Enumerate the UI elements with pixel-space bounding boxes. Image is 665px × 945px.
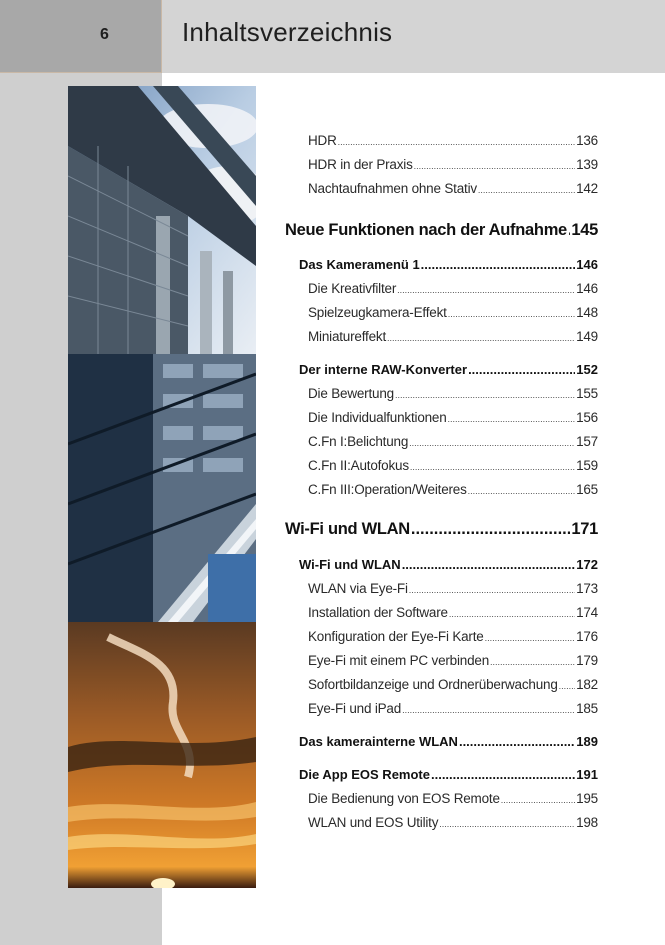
toc-entry [308,581,598,596]
toc-entry [285,520,598,539]
toc-entry [308,133,598,148]
toc-entry-page: 172 [576,557,598,572]
toc-entry [308,386,598,401]
toc-dot-leader [409,438,575,448]
toc-entry-page: 145 [571,221,598,239]
toc-dot-leader [410,462,575,472]
toc-entry-page: 189 [576,734,598,749]
toc-entry-label: C.Fn II:Autofokus [308,458,409,473]
toc-entry-label: Nachtaufnahmen ohne Stativ [308,181,477,196]
toc-entry [299,734,598,749]
toc-dot-leader [387,333,575,343]
toc-entry [299,767,598,782]
toc-entry [308,629,598,644]
toc-entry-label: Sofortbildanzeige und Ordnerüberwachung [308,677,558,692]
toc-dot-leader [409,585,575,595]
toc-entry [308,653,598,668]
toc-dot-leader [449,609,575,619]
toc-entry [308,305,598,320]
toc-entry-page: 142 [576,181,598,196]
toc-dot-leader [468,486,575,496]
photo-skyscrapers [68,86,256,354]
toc-dot-leader [421,257,576,272]
toc-dot-leader [485,633,575,643]
toc-dot-leader [395,390,575,400]
toc-entry-page: 182 [576,677,598,692]
toc-entry [299,557,598,572]
toc-entry-page: 198 [576,815,598,830]
toc-entry [308,815,598,830]
toc-entry-label: HDR in der Praxis [308,157,413,172]
toc-dot-leader [568,221,570,240]
toc-dot-leader [448,414,576,424]
toc-entry-label: Die Kreativfilter [308,281,397,296]
toc-entry-label: Die Individualfunktionen [308,410,447,425]
toc-entry-label: Wi-Fi und WLAN [285,520,410,538]
toc-entry [308,181,598,196]
toc-entry-label: Konfiguration der Eye-Fi Karte [308,629,484,644]
toc-entry-page: 159 [576,458,598,473]
toc-entry-page: 195 [576,791,598,806]
toc-entry [308,791,598,806]
toc-entry [308,458,598,473]
toc-entry-label: Der interne RAW-Konverter [299,362,468,377]
toc-entry-label: Das kamerainterne WLAN [299,734,458,749]
toc-dot-leader [397,285,575,295]
toc-entry-page: 146 [576,281,598,296]
toc-entry-page: 185 [576,701,598,716]
toc-entry-page: 173 [576,581,598,596]
toc-entry-label: Spielzeugkamera-Effekt [308,305,447,320]
photo-sunset [68,622,256,888]
toc-entry-page: 191 [576,767,598,782]
toc-entry-page: 174 [576,605,598,620]
toc-dot-leader [490,657,575,667]
toc-entry [308,482,598,497]
toc-entry-page: 146 [576,257,598,272]
toc-entry-page: 152 [576,362,598,377]
toc-entry [308,157,598,172]
toc-entry-label: HDR [308,133,337,148]
toc-entry-label: WLAN via Eye-Fi [308,581,408,596]
toc-entry-label: Neue Funktionen nach der Aufnahme [285,221,567,239]
toc-dot-leader [338,137,575,147]
toc-entry [299,362,598,377]
toc-entry [308,329,598,344]
toc-entry [308,701,598,716]
toc-entry-page: 165 [576,482,598,497]
toc-entry-page: 171 [571,520,598,538]
toc-entry-label: Die Bewertung [308,386,394,401]
toc-dot-leader [402,557,576,572]
toc-entry-page: 136 [576,133,598,148]
toc-dot-leader [468,362,575,377]
photo-glass-facade [68,354,256,622]
toc-entry-label: Wi-Fi und WLAN [299,557,401,572]
toc-entry-label: Die App EOS Remote [299,767,430,782]
toc-entry [308,410,598,425]
toc-dot-leader [439,819,575,829]
toc-entry [299,257,598,272]
title-bar [162,0,665,73]
toc-entry-page: 139 [576,157,598,172]
toc-entry [285,221,598,240]
toc-dot-leader [478,185,575,195]
toc-entry-page: 148 [576,305,598,320]
toc-entry [308,434,598,449]
toc-dot-leader [414,161,575,171]
page-number: 6 [100,26,109,43]
toc-dot-leader [448,309,575,319]
toc-dot-leader [459,734,575,749]
toc-entry-label: Eye-Fi und iPad [308,701,402,716]
toc-entry-page: 155 [576,386,598,401]
page-number-box [0,0,162,73]
toc-entry-label: Die Bedienung von EOS Remote [308,791,500,806]
toc-dot-leader [431,767,575,782]
toc-entry-page: 179 [576,653,598,668]
toc-entry-label: C.Fn III:Operation/Weiteres [308,482,467,497]
toc-entry-label: Eye-Fi mit einem PC verbinden [308,653,490,668]
toc-entry [308,605,598,620]
toc-dot-leader [411,520,570,539]
toc-entry-label: C.Fn I:Belichtung [308,434,409,449]
toc-entry-label: Das Kameramenü 1 [299,257,420,272]
toc-entry [308,281,598,296]
toc-entry-page: 157 [576,434,598,449]
page-title: Inhaltsverzeichnis [182,17,393,47]
toc-entry-page: 149 [576,329,598,344]
toc-dot-leader [501,795,575,805]
toc-dot-leader [559,681,575,691]
toc-entry-label: WLAN und EOS Utility [308,815,439,830]
toc-entry-page: 176 [576,629,598,644]
toc-dot-leader [402,705,575,715]
toc-entry-label: Installation der Software [308,605,448,620]
toc-entry-page: 156 [576,410,598,425]
toc-entry [308,677,598,692]
toc-entry-label: Miniatureffekt [308,329,386,344]
